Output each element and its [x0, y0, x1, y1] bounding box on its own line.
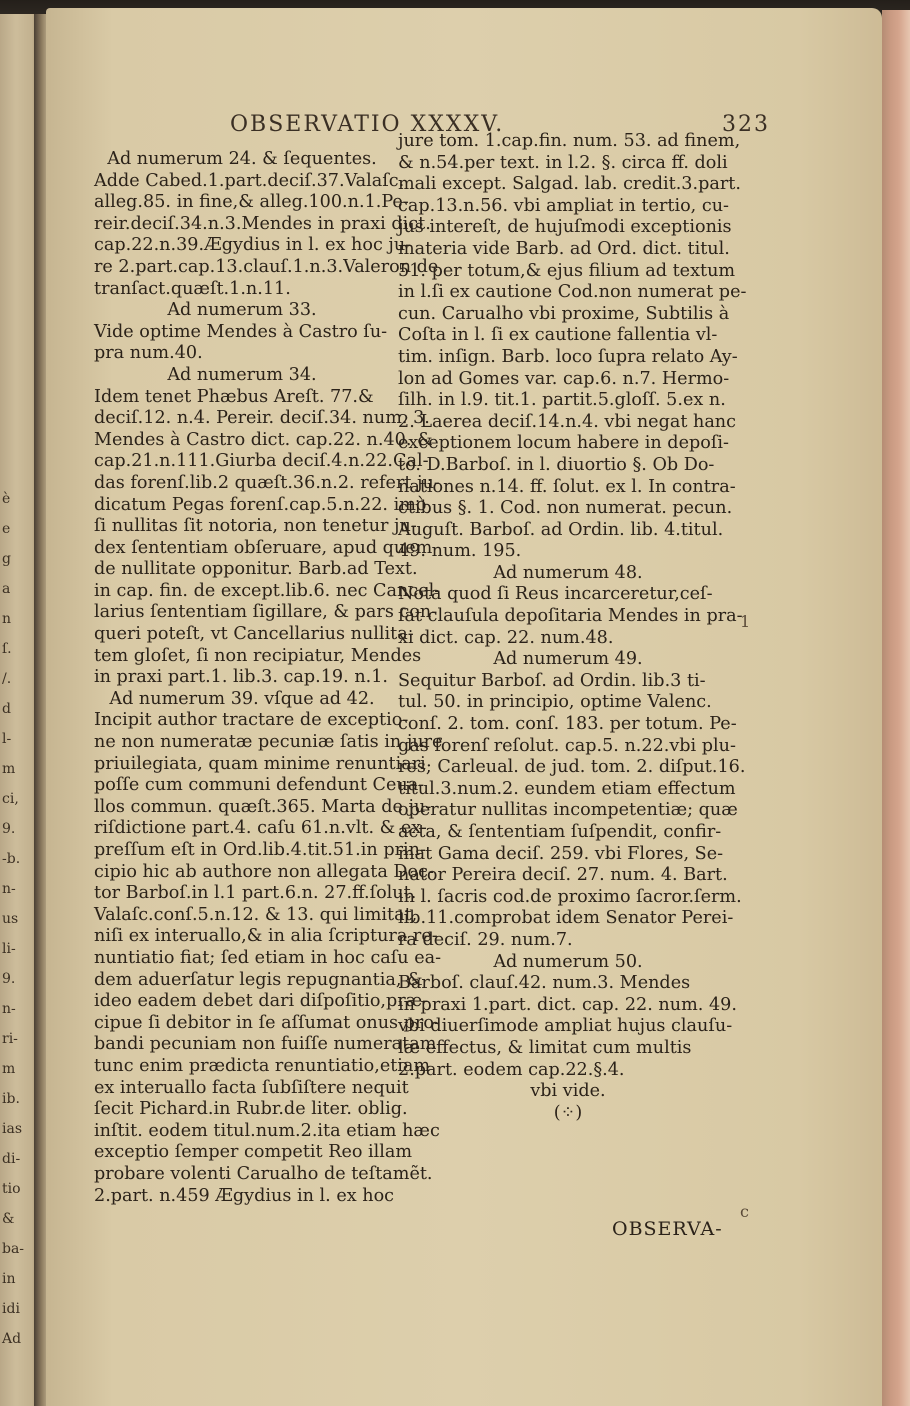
left-column-line: exceptio ſemper competit Reo illam [94, 1142, 413, 1163]
left-page-fragment: ba- [2, 1241, 25, 1257]
right-text-column [398, 131, 747, 1124]
left-page-fragment: tio [2, 1181, 21, 1197]
right-column-line: conſ. 2. tom. conſ. 183. per totum. Pe- [398, 714, 737, 735]
right-column-line: & n.54.per text. in l.2. §. circa ff. doli [398, 152, 728, 173]
left-column-line: queri poteſt, vt Cancellarius nullita- [94, 624, 414, 645]
right-column-line: jure tom. 1.cap.fin. num. 53. ad finem, [398, 131, 741, 151]
right-column-line: Auguſt. Barboſ. ad Ordin. lib. 4.titul. [398, 519, 724, 540]
right-column-line: res; Carleual. de jud. tom. 2. diſput.16. [398, 757, 746, 778]
right-column-line: læ effectus, & limitat cum multis [398, 1037, 692, 1058]
right-column-line: Ad numerum 48. [493, 562, 643, 583]
left-page-fragment: a [2, 581, 11, 597]
left-page-fragment: g [2, 551, 11, 567]
right-column-line: tul. 50. in principio, optime Valenc. [398, 692, 712, 713]
left-page-fragment: us [2, 911, 19, 927]
left-column-line: ſecit Pichard.in Rubr.de liter. oblig. [94, 1099, 408, 1120]
left-page-fragments [2, 484, 24, 1354]
left-page-fragment: di- [2, 1151, 21, 1167]
catchword: OBSERVA- [612, 1218, 723, 1240]
right-column-line: in l.ſi ex cautione Cod.non numerat pe- [398, 282, 747, 303]
red-page-edge [882, 10, 910, 1406]
right-column-line: 2. Laerea deciſ.14.n.4. vbi negat hanc [398, 411, 736, 432]
left-column-line: deciſ.12. n.4. Pereir. deciſ.34. num. 3. [94, 408, 430, 429]
left-column-line: cipio hic ab authore non allegata Doc- [94, 861, 434, 882]
left-column-line: tranſact.quæſt.1.n.11. [94, 278, 291, 299]
right-column-line: in l. ſacris cod.de proximo ſacror.ſerm. [398, 886, 742, 907]
right-column-line: to. D.Barboſ. in l. diuortio §. Ob Do- [398, 454, 715, 475]
right-column-line: lib.11.comprobat idem Senator Perei- [398, 908, 734, 929]
left-column-line: pra num.40. [94, 343, 203, 364]
right-column-line: Coſta in l. ſi ex cautione fallentia vl- [398, 325, 718, 346]
right-column-line: nationes n.14. ff. ſolut. ex l. In contra- [398, 476, 736, 497]
left-column-line: Vide optime Mendes à Castro ſu- [94, 321, 388, 342]
left-page-fragment: ias [2, 1121, 23, 1137]
right-column-line: Barboſ. clauſ.42. num.3. Mendes [398, 973, 691, 994]
right-column-line: nator Pereira deciſ. 27. num. 4. Bart. [398, 865, 728, 886]
left-text-column [94, 149, 443, 1207]
right-column-line: vbi vide. [530, 1081, 606, 1102]
margin-mark: 1 [740, 612, 751, 631]
right-column-line: Ad numerum 50. [493, 951, 643, 972]
left-page-fragment: m [2, 1061, 16, 1077]
right-column-line: in praxi 1.part. dict. cap. 22. num. 49. [398, 994, 737, 1015]
left-column-line: cipue ſi debitor in ſe aſſumat onus pro- [94, 1012, 440, 1033]
left-column-line: preſſum eſt in Ord.lib.4.tit.51.in prin- [94, 840, 426, 860]
right-column-line: cap.13.n.56. vbi ampliat in tertio, cu- [398, 195, 729, 216]
left-column-line: Valaſc.conſ.5.n.12. & 13. qui limitat, [94, 904, 418, 925]
left-page-fragment: 9. [2, 821, 16, 837]
left-column-line: ex interuallo facta ſubſiſtere nequit [94, 1077, 409, 1098]
left-column-line: poſſe cum communi defendunt Ceua- [94, 775, 425, 796]
left-column-line: reir.deciſ.34.n.3.Mendes in praxi dict. [94, 213, 431, 234]
right-column-line: 49. num. 195. [398, 541, 522, 562]
left-column-line: inſtit. eodem titul.num.2.ita etiam hæc [94, 1120, 440, 1141]
left-column-line: bandi pecuniam non fuiſſe numeratam [94, 1034, 437, 1055]
left-column-line: Ad numerum 33. [167, 300, 317, 321]
left-page-fragment: n- [2, 1001, 16, 1017]
right-column-line: ra deciſ. 29. num.7. [398, 929, 573, 950]
left-column-line: ſi nullitas ſit notoria, non tenetur ju- [94, 516, 417, 537]
right-column-line: ſilh. in l.9. tit.1. partit.5.gloſſ. 5.ex n. [398, 390, 726, 411]
left-column-line: llos commun. quæſt.365. Marta de ju- [94, 796, 432, 817]
left-column-line: cap.22.n.39.Ægydius in l. ex hoc ju- [94, 235, 412, 256]
right-column-line: mat Gama deciſ. 259. vbi Flores, Se- [398, 843, 724, 864]
left-column-line: Ad numerum 39. vſque ad 42. [109, 688, 375, 709]
right-column-line: Nota quod ſi Reus incarceretur,ceſ- [398, 584, 713, 605]
right-column-line: jus intereſt, de hujuſmodi exceptionis [398, 217, 732, 238]
right-column-line: xi dict. cap. 22. num.48. [398, 627, 614, 648]
left-column-line: cap.21.n.111.Giurba deciſ.4.n.22.Cal- [94, 451, 429, 472]
right-column-line: 51. per totum,& ejus filium ad textum [398, 260, 736, 281]
right-column-line: ctibus §. 1. Cod. non numerat. pecun. [398, 498, 733, 519]
left-column-line: larius ſententiam ſigillare, & pars con- [94, 602, 438, 623]
header-title: OBSERVATIO XXXXV. [230, 112, 505, 137]
left-column-line: riſdictione part.4. caſu 61.n.vlt. & ex- [94, 818, 427, 839]
left-column-line: 2.part. n.459 Ægydius in l. ex hoc [94, 1185, 395, 1206]
left-page-fragment: d [2, 701, 11, 717]
left-column-line: tunc enim prædicta renuntiatio,etiam [94, 1055, 431, 1076]
right-column-line: exceptionem locum habere in depoſi- [398, 433, 729, 454]
left-page-fragment: ri- [2, 1031, 18, 1047]
left-page-fragment: idi [2, 1301, 20, 1317]
left-column-line: priuilegiata, quam minime renuntiari [94, 753, 426, 774]
right-column-line: cun. Carualho vbi proxime, Subtilis à [398, 303, 730, 324]
left-page-fragment: /. [2, 671, 12, 687]
left-page-fragment: n [2, 611, 12, 627]
right-column-line: 2.part. eodem cap.22.§.4. [398, 1059, 625, 1080]
left-column-line: in praxi part.1. lib.3. cap.19. n.1. [94, 667, 389, 688]
left-column-line: tor Barboſ.in l.1 part.6.n. 27.ff.ſolut. [94, 883, 417, 904]
left-page-fragment: Ad [2, 1331, 22, 1347]
right-column-line: materia vide Barb. ad Ord. dict. titul. [398, 238, 730, 259]
right-column-line: Sequitur Barboſ. ad Ordin. lib.3 ti- [398, 670, 706, 691]
right-column-line: mali except. Salgad. lab. credit.3.part. [398, 174, 741, 195]
left-page-fragment: l- [2, 731, 12, 747]
left-column-line: re 2.part.cap.13.clauſ.1.n.3.Valeron de [94, 256, 439, 277]
left-column-line: ne non numeratæ pecuniæ ſatis in jure [94, 732, 443, 753]
left-column-line: Ad numerum 34. [167, 364, 317, 385]
right-column-line: Ad numerum 49. [493, 649, 643, 670]
right-column-line: (⁘) [553, 1102, 583, 1123]
left-column-line: dem aduerſatur legis repugnantia, & [94, 969, 423, 990]
left-column-line: in cap. fin. de except.lib.6. nec Cancel- [94, 580, 441, 601]
left-page-fragment: n- [2, 881, 16, 897]
right-column-line: operatur nullitas incompetentiæ; quæ [398, 800, 738, 821]
left-column-line: Mendes à Castro dict. cap.22. n.40. & [94, 429, 433, 450]
left-column-line: Ad numerum 24. & ſequentes. [107, 149, 377, 169]
right-column-line: vbi diuerſimode ampliat hujus clauſu- [398, 1016, 733, 1037]
right-column-line: lon ad Gomes var. cap.6. n.7. Hermo- [398, 368, 730, 389]
left-column-line: Adde Cabed.1.part.deciſ.37.Valaſc. [94, 170, 405, 191]
left-column-line: tem gloſet, ſi non recipiatur, Mendes [94, 645, 422, 666]
left-column-line: Incipit author tractare de exceptio- [94, 710, 409, 731]
left-column-line: de nullitate opponitur. Barb.ad Text. [94, 559, 418, 580]
right-column-line: titul.3.num.2. eundem etiam effectum [398, 778, 736, 799]
left-page-fragment: -b. [2, 851, 21, 867]
left-column-line: probare volenti Carualho de teſtamẽt. [94, 1163, 433, 1184]
left-page-fragment: & [2, 1211, 15, 1227]
left-column-line: ideo eadem debet dari diſpoſitio,præ- [94, 991, 429, 1012]
left-page-fragment: li- [2, 941, 16, 957]
left-page-fragment: in [2, 1271, 16, 1287]
right-column-line: gas forenſ reſolut. cap.5. n.22.vbi plu- [398, 735, 736, 756]
left-column-line: das forenſ.lib.2 quæſt.36.n.2. refert ju- [94, 472, 440, 493]
left-page-fragment: ci, [2, 791, 19, 807]
left-column-line: Idem tenet Phæbus Areſt. 77.& [94, 386, 374, 407]
left-column-line: niſi ex interuallo,& in alia ſcriptura re- [94, 926, 438, 947]
right-column-line: tim. inſign. Barb. loco ſupra relato Ay- [398, 346, 738, 367]
left-column-line: dicatum Pegas forenſ.cap.5.n.22. imò [94, 494, 427, 515]
left-column-line: dex ſententiam obſeruare, apud quem [94, 537, 433, 558]
left-page-fragment: è [2, 491, 11, 507]
left-column-line: alleg.85. in fine,& alleg.100.n.1.Pe- [94, 192, 409, 213]
left-page-fragment: m [2, 761, 16, 777]
left-column-line: nuntiatio fiat; ſed etiam in hoc caſu ea- [94, 947, 442, 968]
left-page-fragment: ſ. [2, 641, 12, 657]
left-page-fragment: 9. [2, 971, 16, 987]
left-page-fragment: ib. [2, 1091, 20, 1107]
left-page-fragment: e [2, 521, 11, 537]
right-column-line: acta, & ſententiam ſuſpendit, confir- [398, 822, 722, 842]
margin-mark: c [740, 1202, 749, 1221]
page-number: 323 [722, 112, 770, 137]
right-column-line: ſat clauſula depoſitaria Mendes in pra- [398, 606, 743, 627]
